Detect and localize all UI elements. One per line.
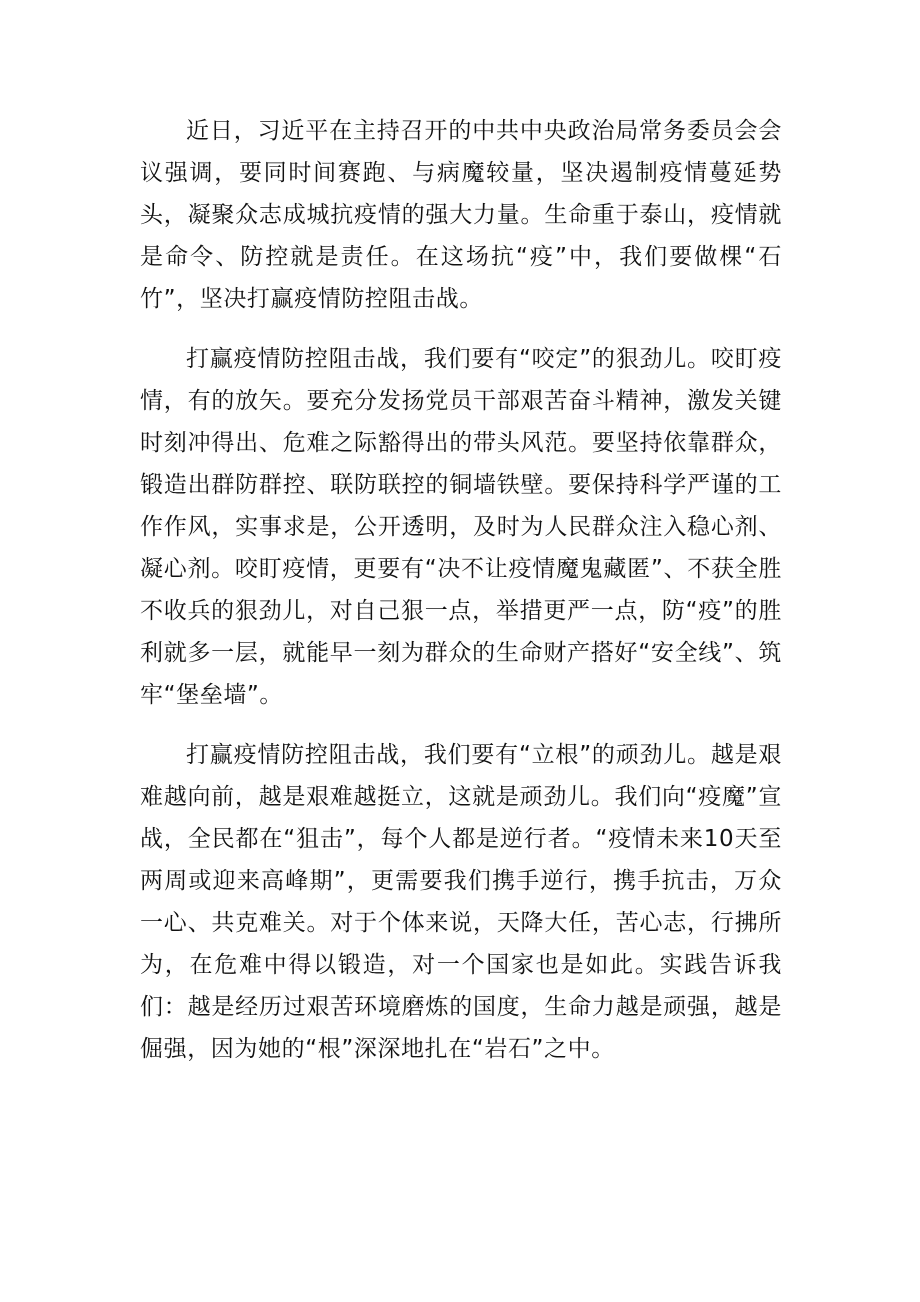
paragraph-1: 近日，习近平在主持召开的中共中央政治局常务委员会会议强调，要同时间赛跑、与病魔较量，坚决遏制疫情蔓延势头，凝聚众志成城抗疫情的强大力量。生命重于泰山，疫情就是命令、防控就是责任。在这场抗“疫”中，我们要做棵“石竹”，坚决打赢疫情防控阻击战。 xyxy=(140,118,782,312)
document-body xyxy=(140,110,782,1070)
paragraph-3: 打赢疫情防控阻击战，我们要有“立根”的顽劲儿。越是艰难越向前，越是艰难越挺立，这就是顽劲儿。我们向“疫魔”宣战，全民都在“狙击”，每个人都是逆行者。“疫情未来10天至两周或迎来高峰期”，更需要我们携手逆行，携手抗击，万众一心、共克难关。对于个体来说，天降大任，苦心志，行拂所为，在危难中得以锻造，对一个国家也是如此。实践告诉我们：越是经历过艰苦环境磨炼的国度，生命力越是顽强，越是倔强，因为她的“根”深深地扎在“岩石”之中。 xyxy=(140,742,782,1062)
paragraph-2: 打赢疫情防控阻击战，我们要有“咬定”的狠劲儿。咬盯疫情，有的放矢。要充分发扬党员干部艰苦奋斗精神，激发关键时刻冲得出、危难之际豁得出的带头风范。要坚持依靠群众，锻造出群防群控、联防联控的铜墙铁壁。要保持科学严谨的工作作风，实事求是，公开透明，及时为人民群众注入稳心剂、凝心剂。咬盯疫情，更要有“决不让疫情魔鬼藏匿”、不获全胜不收兵的狠劲儿，对自己狠一点，举措更严一点，防“疫”的胜利就多一层，就能早一刻为群众的生命财产搭好“安全线”、筑牢“堡垒墙”。 xyxy=(140,346,782,708)
